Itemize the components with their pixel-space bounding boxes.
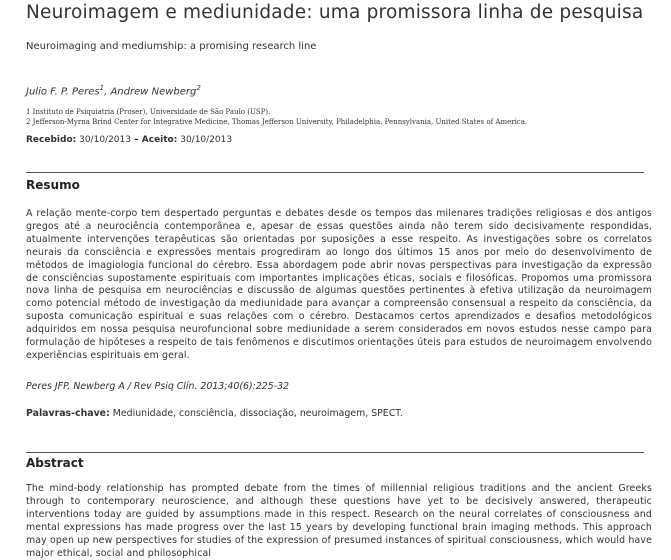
article-title: Neuroimagem e mediunidade: uma promissora linha de pesquisa (26, 2, 644, 23)
received-label: Recebido: (26, 135, 77, 145)
author-affiliation-marker: 2 (196, 84, 201, 92)
author-affiliation-marker: 1 (99, 84, 105, 92)
affiliation-2: 2 Jefferson-Myrna Brind Center for Integrative Medicine, Thomas Jefferson University, Philadelphia, Pennsylvania, United States of America. (26, 118, 528, 126)
citation: Peres JFP, Newberg A / Rev Psiq Clín. 2013;40(6):225-32 (26, 381, 290, 392)
resumo-heading: Resumo (26, 178, 80, 192)
accepted-label: Aceito: (141, 135, 178, 145)
resumo-text: A relação mente-corpo tem despertado perguntas e debates desde os tempos das milenares tradições religiosas e dos antigos gregos até a neurociência contemporânea e, apesar de essas questões ainda não terem sido decisivamente respondidas, atualmente intervenções terapêuticas são orientadas por suposições a esse respeito. As investigações sobre os correlatos neurais da consciência e expressões mentais progrediram ao longo dos últimos 15 anos por meio do desenvolvimento de métodos de imagiologia funcional do cérebro. Essa abordagem pode abrir novas perspectivas para investigação da expressão de consciências supostamente espirituais com importantes implicações éticas, sociais e filosóficas. Propomos uma promissora nova linha de pesquisa em neurociências e discussão de algumas questões pertinentes à efetiva utilização da neuroimagem como potencial método de investigação da mediunidade para avançar a compreensão consensual a respeito da consciência, da suposta comunicação espiritual e suas relações com o cérebro. Destacamos certos aprendizados e desafios metodológicos adquiridos em nossa pesquisa neurofuncional sobre mediunidade a serem considerados em novos estudos nesse campo para formulação de hipóteses a respeito de tais fenômenos e discutimos orientações úteis para estudos de neuroimagem envolvendo experiências espirituais em geral. (26, 208, 652, 361)
abstract-heading: Abstract (26, 456, 84, 470)
keywords-list: Mediunidade, consciência, dissociação, neuroimagem, SPECT. (112, 408, 403, 419)
affiliation-1: 1 Instituto de Psiquiatria (Proser), Universidade de São Paulo (USP). (26, 108, 271, 116)
section-divider (26, 172, 644, 173)
article-dates (26, 135, 232, 145)
author-list (26, 84, 201, 97)
author-name: Julio F. P. Peres (26, 86, 100, 98)
keywords-label: Palavras-chave: (26, 408, 110, 419)
author-name: Andrew Newberg (110, 86, 197, 98)
received-date: 30/10/2013 (79, 135, 131, 145)
abstract-text: The mind-body relationship has prompted debate from the times of millennial religious traditions and the ancient Greeks through to contemporary neuroscience, and although these questions have yet to be decisively answered, therapeutic interventions today are guided by assumptions made in this respect. Research on the neural correlates of consciousness and mental expressions has made progress over the last 15 years by developing functional brain imaging methods. This approach may open up new perspectives for studies of the expression of presumed instances of spiritual consciousness, which would have major ethical, social and philosophical (26, 483, 652, 559)
dates-separator: – (130, 135, 142, 145)
author-separator: , (104, 86, 111, 98)
article-subtitle: Neuroimaging and mediumship: a promising research line (26, 41, 317, 52)
section-divider (26, 452, 644, 453)
keywords (26, 408, 403, 419)
accepted-date: 30/10/2013 (180, 135, 233, 145)
